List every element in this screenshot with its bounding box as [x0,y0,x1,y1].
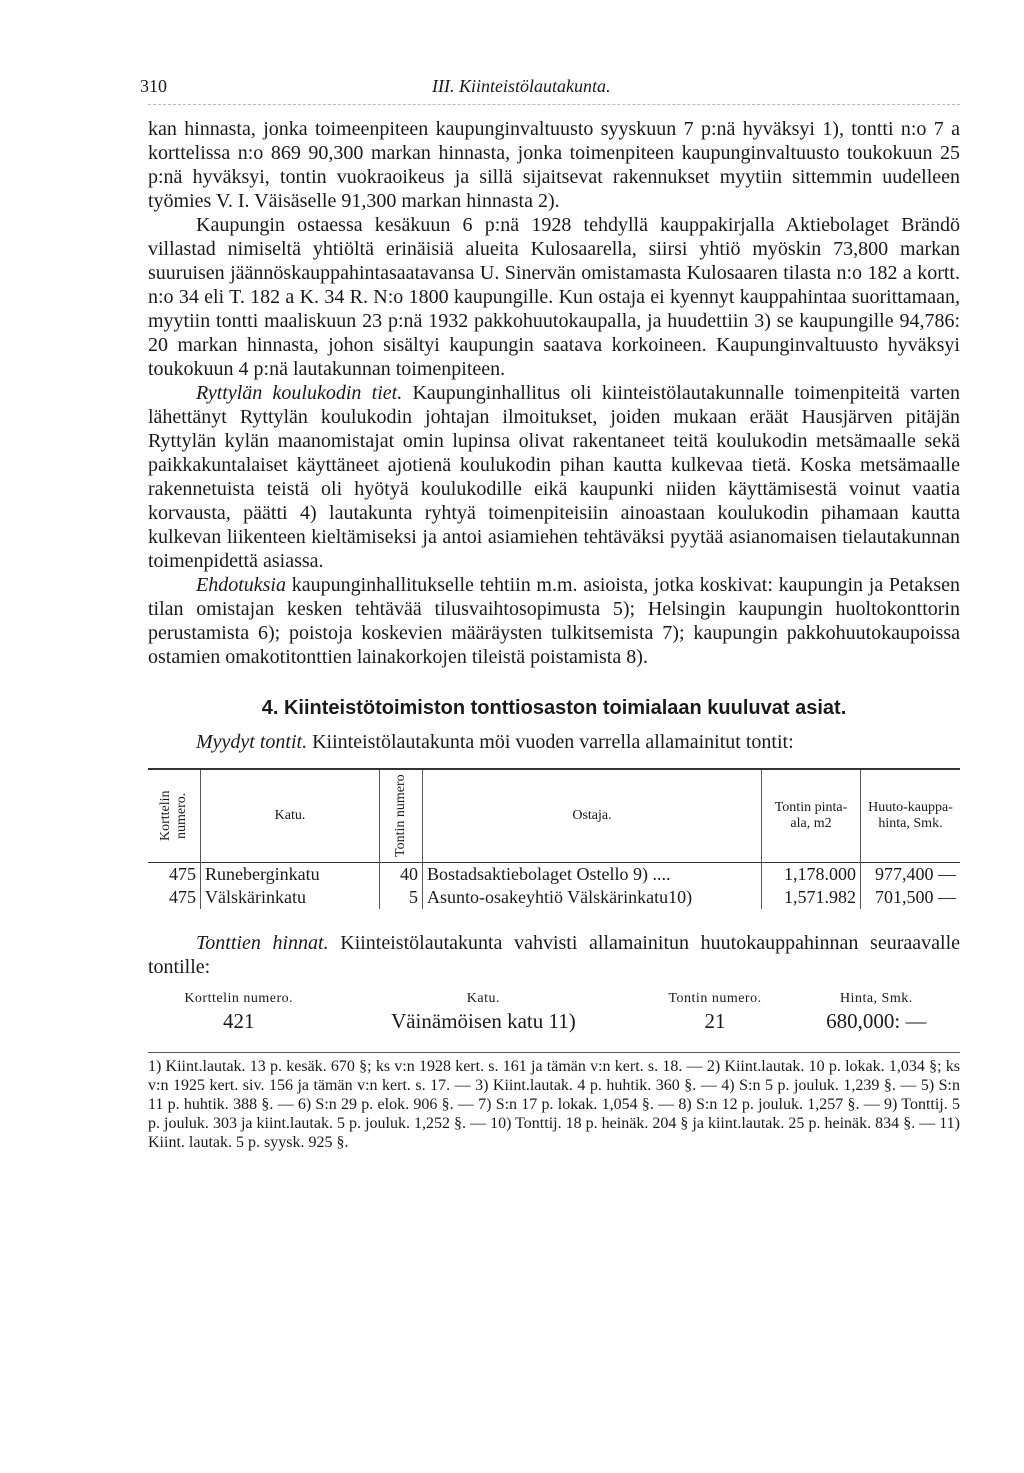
footnotes [148,1052,960,1152]
cell-plot: 5 [380,886,423,909]
paragraph-2: Kaupungin ostaessa kesäkuun 6 p:nä 1928 tehdyllä kauppakirjalla Aktiebolaget Brändö villastad nimiseltä yhtiöltä erinäisiä alueita Kulosaarella, siirsi yhtiö myöskin 73,800 markan suuruisen jäännöskauppahintasaatavansa U. Sinervän omistamasta Kulosaaren tilasta n:o 182 a kortt. n:o 34 eli T. 182 a K. 34 R. N:o 1800 kaupungille. Kun ostaja ei kyennyt kauppahintaa suorittamaan, myytiin tontti maaliskuun 23 p:nä 1932 pakkohuutokaupalla, ja huudettiin 3) se kaupungille 94,786: 20 markan hinnasta, johon sisältyi kaupungin saatava korkoineen. Kaupunginvaltuusto hyväksyi toukokuun 4 p:nä lautakunnan toimenpiteen. [148,214,960,380]
table-header-row [148,769,960,863]
chapter-title: III. Kiinteistölautakunta. [432,76,611,96]
section-intro-heading: Myydyt tontit. [196,731,308,753]
page-header [140,72,960,105]
section-intro [148,730,960,754]
cell-buyer: Bostadsaktiebolaget Ostello 9) .... [423,863,762,887]
price-header-price: Hinta, Smk. [839,991,913,1006]
price-street: Väinämöisen katu 11) [391,1009,576,1033]
paragraph-ryttyla [148,381,960,573]
price-header-block: Korttelin numero. [184,991,294,1006]
cell-street: Runeberginkatu [201,863,380,887]
price-value: 680,000: — [826,1009,927,1033]
cell-area: 1,571.982 [762,886,861,909]
header-plot: Tontin numero [380,769,423,863]
price-row [148,1009,960,1034]
cell-plot: 40 [380,863,423,887]
document-page [140,72,960,1152]
cell-area: 1,178.000 [762,863,861,887]
ehdotuksia-heading: Ehdotuksia [196,574,286,596]
header-price: Huuto-kauppa-hinta, Smk. [861,769,961,863]
price-plot: 21 [704,1009,726,1033]
header-block: Korttelin numero. [158,790,189,842]
ryttyla-text: Kaupunginhallitus oli kiinteistölautakunnalle toimenpiteitä varten lähettänyt Ryttylän koulukodin johtajan ilmoitukset, joiden mukaan eräät Hausjärven pitäjän Ryttylän kylän maanomistajat omin lupinsa olivat rakentaneet teitä koulukodin metsämaalle sekä paikkakuntalaiset käyttäneet ajotienä koulukodin pihan kautta kulkevaa tietä. Koska metsämaalle rakennetuista teistä oli hyötyä koulukodille eikä kaupunki niiden käyttämisestä voinut vaatia korvausta, päätti 4) lautakunta ryhtyä toimenpiteisiin ainoastaan koulukodin pihamaan kautta kulkevan liikenteen kieltämiseksi ja antoi asiamiehen tehtäväksi pyytää asianomaisen tielautakunnan toimenpidettä asiassa. [148,382,960,572]
prices-text: Kiinteistölautakunta vahvisti allamainitun huutokauppahinnan seuraavalle tontille: [148,932,960,978]
page-number: 310 [140,76,167,96]
paragraph-1: kan hinnasta, jonka toimeenpiteen kaupunginvaltuusto syyskuun 7 p:nä hyväksyi 1), tontti n:o 7 a korttelissa n:o 869 90,300 markan hinnasta, jonka toimenpiteen kaupunginvaltuusto toukokuun 25 p:nä hyväksyi, tontin vuokraoikeus ja sillä sijaitsevat rakennukset myytiin sittemmin uudelleen työmies V. I. Väisäselle 91,300 markan hinnasta 2). [148,118,960,212]
price-block: 421 [222,1009,255,1033]
section-intro-text: Kiinteistölautakunta möi vuoden varrella allamainitut tontit: [312,731,794,753]
plot-price-table [148,989,960,1034]
cell-block: 475 [169,887,196,907]
header-area: Tontin pinta-ala, m2 [762,769,861,863]
price-header-row [148,989,960,1009]
cell-buyer: Asunto-osakeyhtiö Välskärinkatu10) [423,886,762,909]
header-street: Katu. [201,769,380,863]
price-header-street: Katu. [466,991,501,1006]
table-row [148,886,960,909]
prices-paragraph [148,931,960,979]
paragraph-ehdotuksia [148,573,960,669]
ehdotuksia-text: kaupunginhallitukselle tehtiin m.m. asioista, jotka koskivat: kaupungin ja Petaksen tilan omistajan kesken tehtävää tilusvaihtosopimusta 5); Helsingin kaupungin huoltokonttorin perustamista 6); poistoja koskevien määräysten tulkitsemista 7); kaupungin pakkohuutokaupoissa ostamien omakotitonttien lainakorkojen tileistä poistamista 8). [148,574,960,668]
prices-heading: Tonttien hinnat. [196,932,329,954]
table-row [148,863,960,887]
ryttyla-heading: Ryttylän koulukodin tiet. [196,382,403,404]
cell-price: 701,500 — [861,886,961,909]
header-buyer: Ostaja. [423,769,762,863]
footnotes-text: 1) Kiint.lautak. 13 p. kesäk. 670 §; ks v:n 1928 kert. s. 161 ja tämän v:n kert. s. 18. — 2) Kiint.lautak. 10 p. lokak. 1,034 §; ks v:n 1925 kert. siv. 156 ja tämän v:n kert. s. 17. — 3) Kiint.lautak. 4 p. huhtik. 360 §. — 4) S:n 5 p. jouluk. 1,239 §. — 5) S:n 11 p. huhtik. 388 §. — 6) S:n 29 p. elok. 906 §. — 7) S:n 17 p. lokak. 1,054 §. — 8) S:n 12 p. jouluk. 1,257 §. — 9) Tonttij. 5 p. jouluk. 303 ja kiint.lautak. 5 p. jouluk. 1,252 §. — 10) Tonttij. 18 p. heinäk. 204 § ja kiint.lautak. 25 p. heinäk. 834 §. — 11) Kiint. lautak. 5 p. syysk. 925 §. [148,1058,960,1151]
price-header-plot: Tontin numero. [668,991,762,1006]
section-title: 4. Kiinteistötoimiston tonttiosaston toimialaan kuuluvat asiat. [261,697,847,719]
cell-price: 977,400 — [861,863,961,887]
cell-street: Välskärinkatu [201,886,380,909]
sold-plots-table [148,768,960,909]
cell-block: 475 [169,864,196,884]
